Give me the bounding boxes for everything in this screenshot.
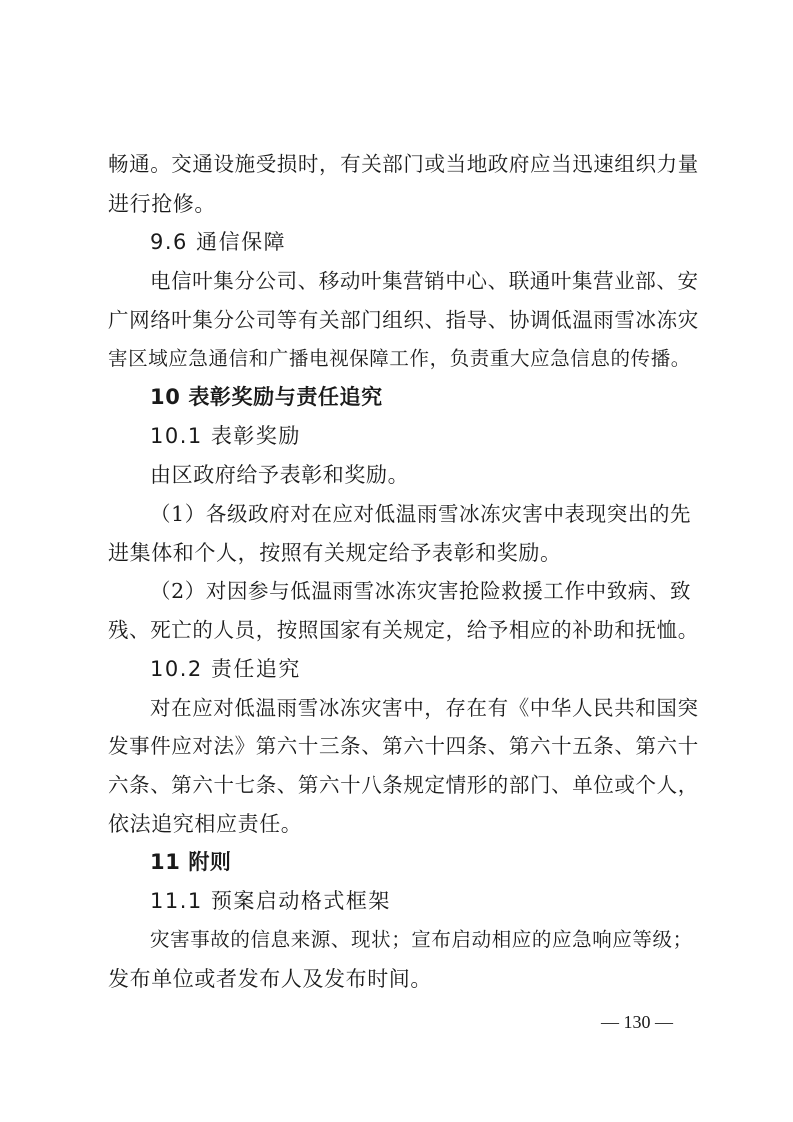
paragraph-line: 由区政府给予表彰和奖励。 — [150, 463, 410, 487]
subsection-heading-10-1: 10.1 表彰奖励 — [150, 424, 301, 448]
paragraph-line: 进集体和个人，按照有关规定给予表彰和奖励。 — [108, 541, 562, 565]
section-heading-11: 11 附则 — [150, 850, 232, 874]
paragraph-line: （1）各级政府对在应对低温雨雪冰冻灾害中表现突出的先 — [150, 502, 692, 526]
paragraph-line: 残、死亡的人员，按照国家有关规定，给予相应的补助和抚恤。 — [108, 618, 699, 642]
subsection-heading-11-1: 11.1 预案启动格式框架 — [150, 889, 391, 913]
paragraph-line: 广网络叶集分公司等有关部门组织、指导、协调低温雨雪冰冻灾 — [108, 308, 699, 332]
paragraph-line: 六条、第六十七条、第六十八条规定情形的部门、单位或个人， — [108, 773, 699, 797]
paragraph-line: 进行抢修。 — [108, 192, 216, 216]
paragraph-line: 畅通。交通设施受损时，有关部门或当地政府应当迅速组织力量 — [108, 152, 699, 176]
paragraph-line: 依法追究相应责任。 — [108, 812, 303, 836]
subsection-heading-9-6: 9.6 通信保障 — [150, 230, 287, 254]
paragraph-line: 害区域应急通信和广播电视保障工作，负责重大应急信息的传播。 — [108, 347, 691, 370]
paragraph-line: 灾害事故的信息来源、现状；宣布启动相应的应急响应等级； — [150, 928, 693, 951]
paragraph-line: 发布单位或者发布人及发布时间。 — [108, 967, 432, 991]
paragraph-line: 对在应对低温雨雪冰冻灾害中，存在有《中华人民共和国突 — [150, 696, 699, 720]
page-number: — 130 — — [601, 1012, 673, 1032]
paragraph-line: （2）对因参与低温雨雪冰冻灾害抢险救援工作中致病、致 — [150, 579, 692, 603]
paragraph-line: 电信叶集分公司、移动叶集营销中心、联通叶集营业部、安 — [150, 269, 699, 293]
subsection-heading-10-2: 10.2 责任追究 — [150, 657, 301, 681]
paragraph-line: 发事件应对法》第六十三条、第六十四条、第六十五条、第六十 — [108, 734, 699, 758]
section-heading-10: 10 表彰奖励与责任追究 — [150, 385, 383, 409]
